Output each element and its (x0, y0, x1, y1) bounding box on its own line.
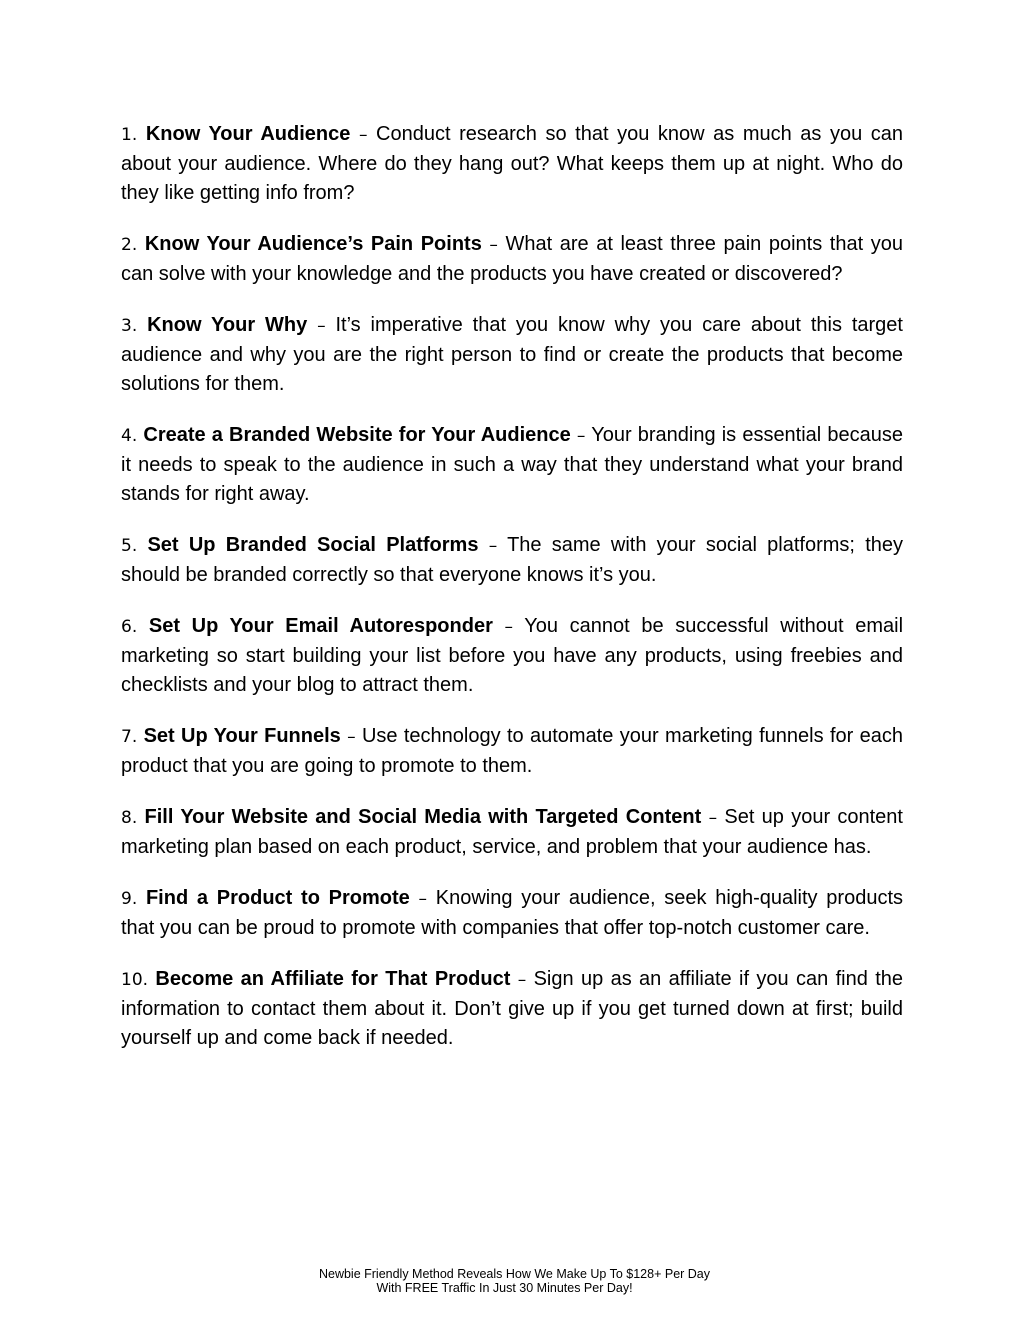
item-number: 5. (121, 536, 138, 556)
list-item (121, 531, 903, 590)
list-item (121, 421, 903, 509)
footer-line-1: Newbie Friendly Method Reveals How We Make Up To $128+ Per Day (318, 1267, 711, 1281)
footer-line-2: With FREE Traffic In Just 30 Minutes Per Day! (376, 1281, 633, 1295)
item-text: Knowing your audience, seek high-quality products that you can be proud to promote with companies that offer top-notch customer care. (121, 887, 903, 939)
list-item (121, 722, 903, 781)
item-title: Know Your Audience (145, 123, 351, 145)
list-item (121, 803, 903, 862)
item-dash: – (488, 536, 498, 556)
item-title: Become an Affiliate for That Product (155, 968, 511, 990)
item-dash: – (418, 889, 428, 909)
list-item (121, 965, 903, 1053)
item-number: 4. (121, 426, 138, 446)
item-number: 10. (121, 970, 149, 990)
list-item (121, 120, 903, 208)
item-dash: – (317, 316, 326, 336)
item-title: Know Your Audience’s Pain Points (144, 233, 482, 255)
item-number: 3. (121, 316, 138, 336)
item-title: Find a Product to Promote (145, 887, 410, 909)
item-number: 6. (121, 617, 138, 637)
item-dash: – (489, 235, 498, 255)
list-item (121, 311, 903, 399)
item-title: Create a Branded Website for Your Audience (143, 424, 571, 446)
item-text: Use technology to automate your marketing funnels for each product that you are going to promote to them. (121, 725, 903, 777)
item-dash: – (358, 125, 368, 145)
item-dash: – (347, 727, 356, 747)
item-text: Set up your content marketing plan based on each product, service, and problem that your audience has. (121, 806, 903, 858)
item-dash: – (517, 970, 527, 990)
item-title: Set Up Your Email Autoresponder (148, 615, 493, 637)
item-number: 9. (121, 889, 138, 909)
item-title: Fill Your Website and Social Media with Targeted Content (144, 806, 702, 828)
list-item (121, 612, 903, 700)
item-text: Conduct research so that you know as much as you can about your audience. Where do they hang out? What keeps them up at night. Who do they like getting info from? (121, 123, 904, 204)
item-text: You cannot be successful without email marketing so start building your list before you have any products, using freebies and checklists and your blog to attract them. (121, 615, 904, 696)
item-number: 8. (121, 808, 138, 828)
list-item (121, 884, 903, 943)
item-title: Set Up Branded Social Platforms (147, 534, 479, 556)
item-title: Know Your Why (147, 314, 308, 336)
item-number: 7. (121, 727, 138, 747)
item-dash: – (504, 617, 513, 637)
list-item (121, 230, 903, 289)
item-number: 2. (121, 235, 138, 255)
item-title: Set Up Your Funnels (143, 725, 341, 747)
item-text: Your branding is essential because it needs to speak to the audience in such a way that they understand what your brand stands for right away. (121, 424, 904, 505)
item-text: The same with your social platforms; they should be branded correctly so that everyone knows it’s you. (121, 534, 904, 586)
numbered-list (121, 120, 903, 1075)
item-text: What are at least three pain points that you can solve with your knowledge and the products you have created or discovered? (121, 233, 903, 285)
item-number: 1. (121, 125, 138, 145)
item-dash: – (576, 426, 586, 446)
item-dash: – (708, 808, 718, 828)
page-footer (0, 1267, 1024, 1295)
item-text: It’s imperative that you know why you care about this target audience and why you are the right person to find or create the products that become solutions for them. (121, 314, 903, 395)
item-text: Sign up as an affiliate if you can find the information to contact them about it. Don’t give up if you get turned down at first; build yourself up and come back if needed. (121, 968, 903, 1049)
